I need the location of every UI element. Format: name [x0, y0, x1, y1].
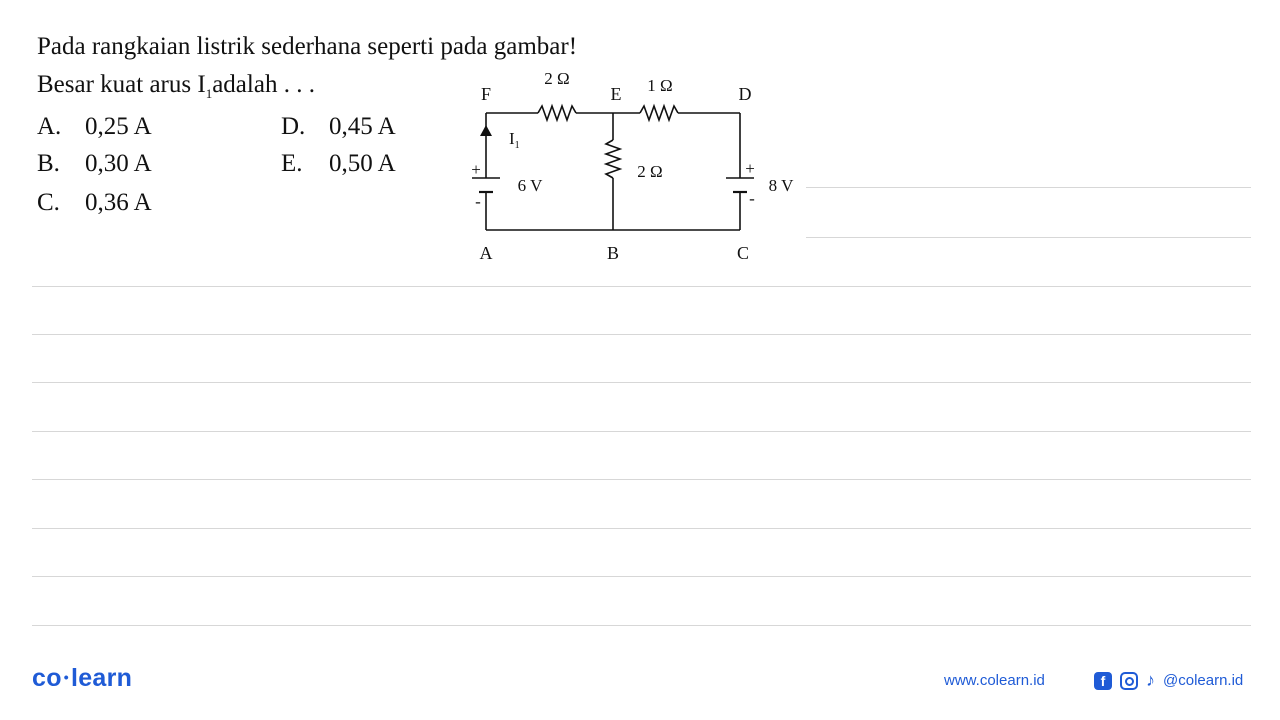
rule-line — [32, 431, 1251, 432]
option-value: 0,45 A — [329, 113, 396, 140]
website-link[interactable]: www.colearn.id — [944, 672, 1045, 689]
colearn-logo[interactable] — [32, 664, 132, 693]
logo-co: co — [32, 664, 62, 692]
option-value: 0,36 A — [85, 189, 152, 216]
question-line-1: Pada rangkaian listrik sederhana seperti pada gambar! — [37, 33, 578, 60]
option-c[interactable] — [37, 189, 152, 217]
resistor-fe — [538, 106, 576, 120]
battery-left-plus: + — [471, 160, 481, 179]
resistor-ed — [640, 106, 678, 120]
instagram-icon[interactable] — [1120, 672, 1138, 690]
rule-line — [32, 576, 1251, 577]
node-b-label: B — [606, 243, 620, 263]
rule-line — [32, 625, 1251, 626]
rule-line — [32, 334, 1251, 335]
battery-right-plus: + — [745, 159, 755, 178]
social-links — [1094, 670, 1243, 691]
tiktok-icon[interactable]: ♪ — [1146, 670, 1155, 690]
resistor-ed-label: 1 Ω — [647, 76, 673, 95]
node-c-label: C — [736, 243, 750, 263]
node-f-label: F — [480, 84, 492, 104]
resistor-eb — [606, 140, 620, 178]
option-letter: A. — [37, 113, 62, 140]
question-suffix: adalah . . . — [212, 71, 315, 98]
option-letter: B. — [37, 150, 60, 177]
current-label-main: I — [509, 129, 515, 148]
question-line-2 — [37, 71, 315, 102]
resistor-fe-label: 2 Ω — [544, 69, 570, 88]
question-subscript: 1 — [205, 86, 213, 101]
battery-right-minus: - — [749, 189, 755, 208]
option-d[interactable] — [281, 113, 396, 141]
rule-line — [32, 479, 1251, 480]
option-letter: C. — [37, 189, 60, 216]
social-handle[interactable]: @colearn.id — [1163, 672, 1244, 689]
question-prefix: Besar kuat arus I — [37, 71, 206, 98]
option-value: 0,30 A — [85, 150, 152, 177]
option-b[interactable] — [37, 150, 152, 178]
rule-line — [32, 286, 1251, 287]
option-e[interactable] — [281, 150, 396, 178]
current-arrow-icon — [480, 125, 492, 136]
option-letter: E. — [281, 150, 303, 177]
battery-right-label: 8 V — [768, 176, 794, 195]
rule-line — [32, 528, 1251, 529]
resistor-eb-label: 2 Ω — [637, 162, 663, 181]
current-label — [509, 129, 520, 151]
node-e-label: E — [610, 84, 622, 104]
rule-line — [806, 187, 1251, 188]
logo-learn: learn — [70, 664, 133, 692]
node-d-label: D — [738, 84, 752, 104]
current-label-sub: 1 — [514, 140, 520, 151]
option-value: 0,50 A — [329, 150, 396, 177]
option-a[interactable] — [37, 113, 152, 141]
rule-line — [806, 237, 1251, 238]
battery-left-minus: - — [475, 192, 481, 211]
option-letter: D. — [281, 113, 306, 140]
node-a-label: A — [479, 243, 493, 263]
option-value: 0,25 A — [85, 113, 152, 140]
facebook-icon[interactable]: f — [1094, 672, 1112, 690]
logo-dot-icon: • — [63, 669, 69, 685]
rule-line — [32, 382, 1251, 383]
battery-left-label: 6 V — [517, 176, 543, 195]
